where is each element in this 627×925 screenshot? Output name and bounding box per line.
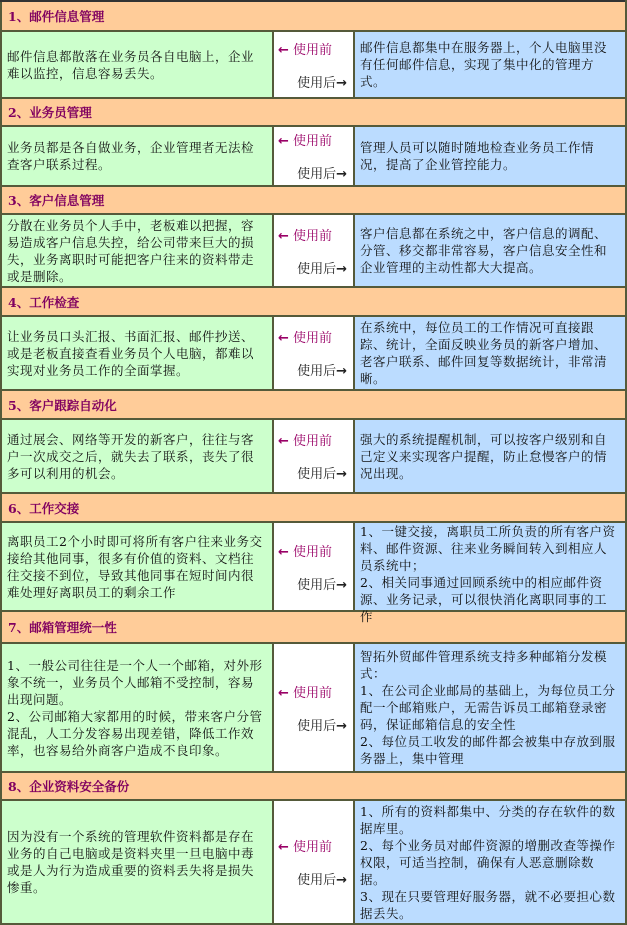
after-description	[354, 419, 626, 493]
after-label	[278, 258, 347, 277]
before-text-line: 失，业务离职时可能把客户往来的资料带走	[7, 251, 255, 267]
arrow-right-icon: →	[336, 467, 347, 482]
after-text-line: 据丢失。	[360, 905, 413, 921]
after-text-line: 管理人员可以随时随地检查业务员工作情	[360, 140, 595, 155]
before-label	[278, 541, 347, 560]
after-text-line: 1、在公司企业邮局的基础上，为每位员工分	[360, 683, 616, 698]
before-text-line: 2、公司邮箱大家都用的时候，带来客户分管	[7, 708, 263, 724]
after-text-line: 3、现在只要管理好服务器，就不必要担心数	[360, 888, 616, 904]
before-text-line: 混乱，人工分发容易出现差错，降低工作效	[7, 725, 255, 741]
section-title: 5、客户跟踪自动化	[1, 390, 626, 419]
before-text-line: 邮件信息都散落在业务员各自电脑上，企业	[7, 48, 255, 64]
before-label-text: 使用前	[293, 434, 333, 449]
after-description	[354, 214, 626, 287]
section-title: 1、邮件信息管理	[1, 1, 626, 31]
after-label-text: 使用后	[297, 718, 337, 734]
section-title: 2、业务员管理	[1, 98, 626, 126]
before-text-line: 业务员都是各自做业务，企业管理者无法检	[7, 140, 255, 155]
after-label	[278, 715, 347, 734]
before-label	[278, 682, 347, 701]
after-text-line: 强大的系统提醒机制，可以按客户级别和自	[360, 431, 608, 447]
after-text-line: 式。	[360, 74, 387, 89]
arrow-right-icon: →	[336, 873, 347, 888]
before-description	[1, 419, 273, 493]
after-text-line: 权限，可适当控制，确保有人恶意删除数	[360, 854, 595, 870]
before-after-indicator	[273, 643, 354, 772]
before-text-line: 易造成客户信息失控，给公司带来巨大的损	[7, 234, 255, 250]
arrow-right-icon: →	[336, 167, 347, 182]
before-label-text: 使用前	[293, 42, 333, 58]
arrow-left-icon: ←	[278, 42, 289, 58]
after-label-text: 使用后	[297, 167, 337, 182]
before-description	[1, 800, 273, 924]
after-label	[278, 72, 347, 91]
before-description	[1, 316, 273, 390]
after-text-line: 2、每位员工收发的邮件都会被集中存放到服	[360, 734, 616, 749]
after-text-line: 智拓外贸邮件管理系统支持多种邮箱分发模	[360, 649, 608, 664]
before-text-line: 率，也容易给外商客户造成不良印象。	[7, 742, 229, 758]
section-header-data-backup	[1, 772, 626, 800]
after-label-text: 使用后	[297, 75, 337, 91]
arrow-left-icon: ←	[278, 134, 289, 149]
section-title: 8、企业资料安全备份	[1, 772, 626, 800]
section-title: 6、工作交接	[1, 493, 626, 522]
before-after-indicator	[273, 800, 354, 924]
after-text-line: 配一个邮箱账户，无需告诉员工邮箱登录密	[360, 700, 608, 715]
after-label-text: 使用后	[297, 577, 337, 593]
after-text-line: 企业管理的主动性都大大提高。	[360, 260, 543, 275]
after-text-line: 老客户联系、邮件回复等数据统计，非常清	[360, 354, 608, 369]
before-label	[278, 836, 347, 855]
before-text-line: 难处理好离职员工的剩余工作	[7, 584, 177, 600]
after-text-line: 据。	[360, 871, 387, 887]
after-text-line: 有任何邮件信息，实现了集中化的管理方	[360, 57, 595, 72]
after-label	[278, 360, 347, 379]
before-label	[278, 225, 347, 244]
before-after-indicator	[273, 316, 354, 390]
before-label-text: 使用前	[293, 228, 333, 244]
before-after-indicator	[273, 31, 354, 98]
after-text-line: 员系统中；	[360, 558, 426, 573]
section-header-email-info	[1, 1, 626, 31]
after-label	[278, 574, 347, 593]
after-text-line: 源、业务记录，可以很快消化离职同事的工	[360, 592, 608, 607]
before-text-line: 让业务员口头汇报、书面汇报、邮件抄送、	[7, 328, 255, 344]
section-row-mailbox-unify	[1, 643, 626, 772]
after-text-line: 况，提高了企业管控能力。	[360, 157, 517, 172]
arrow-left-icon: ←	[278, 840, 289, 855]
section-row-customer-info	[1, 214, 626, 287]
before-after-indicator	[273, 419, 354, 493]
before-description	[1, 522, 273, 611]
section-row-work-handover	[1, 522, 626, 611]
after-label-text: 使用后	[297, 873, 337, 888]
after-text-line: 在系统中，每位员工的工作情况可直接跟	[360, 320, 595, 335]
before-text-line: 多可以利用的机会。	[7, 465, 125, 481]
after-label-text: 使用后	[297, 261, 337, 277]
section-row-salesperson	[1, 126, 626, 186]
before-text-line: 1、一般公司往往是一个人一个邮箱，对外形	[7, 657, 263, 673]
after-text-line: 晰。	[360, 371, 387, 386]
section-title: 4、工作检查	[1, 287, 626, 316]
after-text-line: 作	[360, 609, 374, 624]
arrow-left-icon: ←	[278, 434, 289, 449]
before-text-line: 象不统一，业务员个人邮箱不受控制，容易	[7, 674, 255, 690]
section-header-customer-info	[1, 186, 626, 214]
after-text-line: 2、相关同事通过回顾系统中的相应邮件资	[360, 575, 603, 590]
before-label-text: 使用前	[293, 134, 333, 149]
section-row-customer-tracking	[1, 419, 626, 493]
after-description	[354, 522, 626, 624]
before-label-text: 使用前	[293, 685, 333, 701]
before-text-line: 惨重。	[7, 880, 47, 895]
after-text-line: 料、邮件资源、往来业务瞬间转入到相应人	[360, 541, 608, 556]
comparison-table-body	[1, 1, 626, 924]
before-text-line: 户一次成交之后，就失去了联系，丧失了很	[7, 448, 255, 464]
after-text-line: 己定义来实现客户提醒，防止怠慢客户的情	[360, 448, 608, 464]
before-text-line: 出现问题。	[7, 691, 73, 707]
after-description	[354, 800, 626, 924]
section-header-salesperson	[1, 98, 626, 126]
arrow-left-icon: ←	[278, 331, 289, 346]
after-label	[278, 869, 347, 888]
before-description	[1, 31, 273, 98]
before-label-text: 使用前	[293, 544, 333, 560]
after-description	[354, 31, 626, 98]
after-text-line: 务器上，集中管理	[360, 751, 465, 766]
before-text-line: 通过展会、网络等开发的新客户，往往与客	[7, 431, 255, 447]
section-header-work-handover	[1, 493, 626, 522]
after-description	[354, 316, 626, 390]
after-label	[278, 163, 347, 182]
section-row-data-backup	[1, 800, 626, 924]
before-label-text: 使用前	[293, 840, 333, 855]
after-text-line: 1、一键交接，离职员工所负责的所有客户资	[360, 524, 616, 539]
section-header-work-check	[1, 287, 626, 316]
before-text-line: 或是老板直接查看业务员个人电脑，都难以	[7, 345, 255, 361]
arrow-left-icon: ←	[278, 544, 289, 560]
before-label-text: 使用前	[293, 331, 333, 346]
arrow-right-icon: →	[336, 718, 347, 734]
before-text-line: 业务的自己电脑或是资料夹里一旦电脑中毒	[7, 846, 255, 861]
before-label	[278, 39, 347, 58]
before-description	[1, 643, 273, 772]
before-text-line: 往交接不到位，导致其他同事在短时间内很	[7, 567, 255, 583]
after-text-line: 式：	[360, 666, 387, 681]
before-text-line: 难以监控，信息容易丢失。	[7, 65, 164, 81]
before-text-line: 分散在业务员个人手中，老板难以把握，容	[7, 217, 255, 233]
section-row-work-check	[1, 316, 626, 390]
arrow-right-icon: →	[336, 577, 347, 593]
section-row-email-info	[1, 31, 626, 98]
before-description	[1, 214, 273, 287]
section-header-mailbox-unify	[1, 611, 626, 643]
arrow-right-icon: →	[336, 75, 347, 91]
after-label	[278, 463, 347, 482]
after-text-line: 邮件信息都集中在服务器上，个人电脑里没	[360, 40, 608, 55]
before-text-line: 查客户联系过程。	[7, 157, 112, 172]
arrow-left-icon: ←	[278, 685, 289, 701]
after-label-text: 使用后	[297, 364, 337, 379]
arrow-left-icon: ←	[278, 228, 289, 244]
before-text-line: 接给其他同事，很多有价值的资料、文档往	[7, 550, 255, 566]
before-after-indicator	[273, 522, 354, 611]
before-label	[278, 130, 347, 149]
before-description	[1, 126, 273, 186]
after-description	[354, 126, 626, 186]
before-after-indicator	[273, 126, 354, 186]
before-text-line: 因为没有一个系统的管理软件资料都是存在	[7, 829, 255, 844]
after-text-line: 2、每个业务员对邮件资源的增删改查等操作	[360, 837, 616, 853]
before-label	[278, 430, 347, 449]
before-text-line: 实现对业务员工作的全面掌握。	[7, 362, 190, 378]
before-after-indicator	[273, 214, 354, 287]
section-title: 3、客户信息管理	[1, 186, 626, 214]
before-text-line: 或是删除。	[7, 268, 73, 284]
after-label-text: 使用后	[297, 467, 337, 482]
before-label	[278, 327, 347, 346]
arrow-right-icon: →	[336, 364, 347, 379]
after-text-line: 1、所有的资料都集中、分类的存在软件的数	[360, 803, 616, 819]
before-text-line: 或是人为行为造成重要的资料丢失将是损失	[7, 863, 255, 878]
after-description	[354, 643, 626, 772]
after-text-line: 客户信息都在系统之中，客户信息的调配、	[360, 226, 608, 241]
after-text-line: 踪、统计，全面反映业务员的新客户增加、	[360, 337, 608, 352]
arrow-right-icon: →	[336, 261, 347, 277]
after-text-line: 码，保证邮箱信息的安全性	[360, 717, 517, 732]
after-text-line: 分管、移交都非常容易，客户信息安全性和	[360, 243, 608, 258]
section-title: 7、邮箱管理统一性	[1, 611, 626, 643]
after-text-line: 据库里。	[360, 820, 413, 836]
after-text-line: 况出现。	[360, 465, 413, 481]
section-header-customer-tracking	[1, 390, 626, 419]
before-text-line: 离职员工2个小时即可将所有客户往来业务交	[7, 533, 263, 549]
